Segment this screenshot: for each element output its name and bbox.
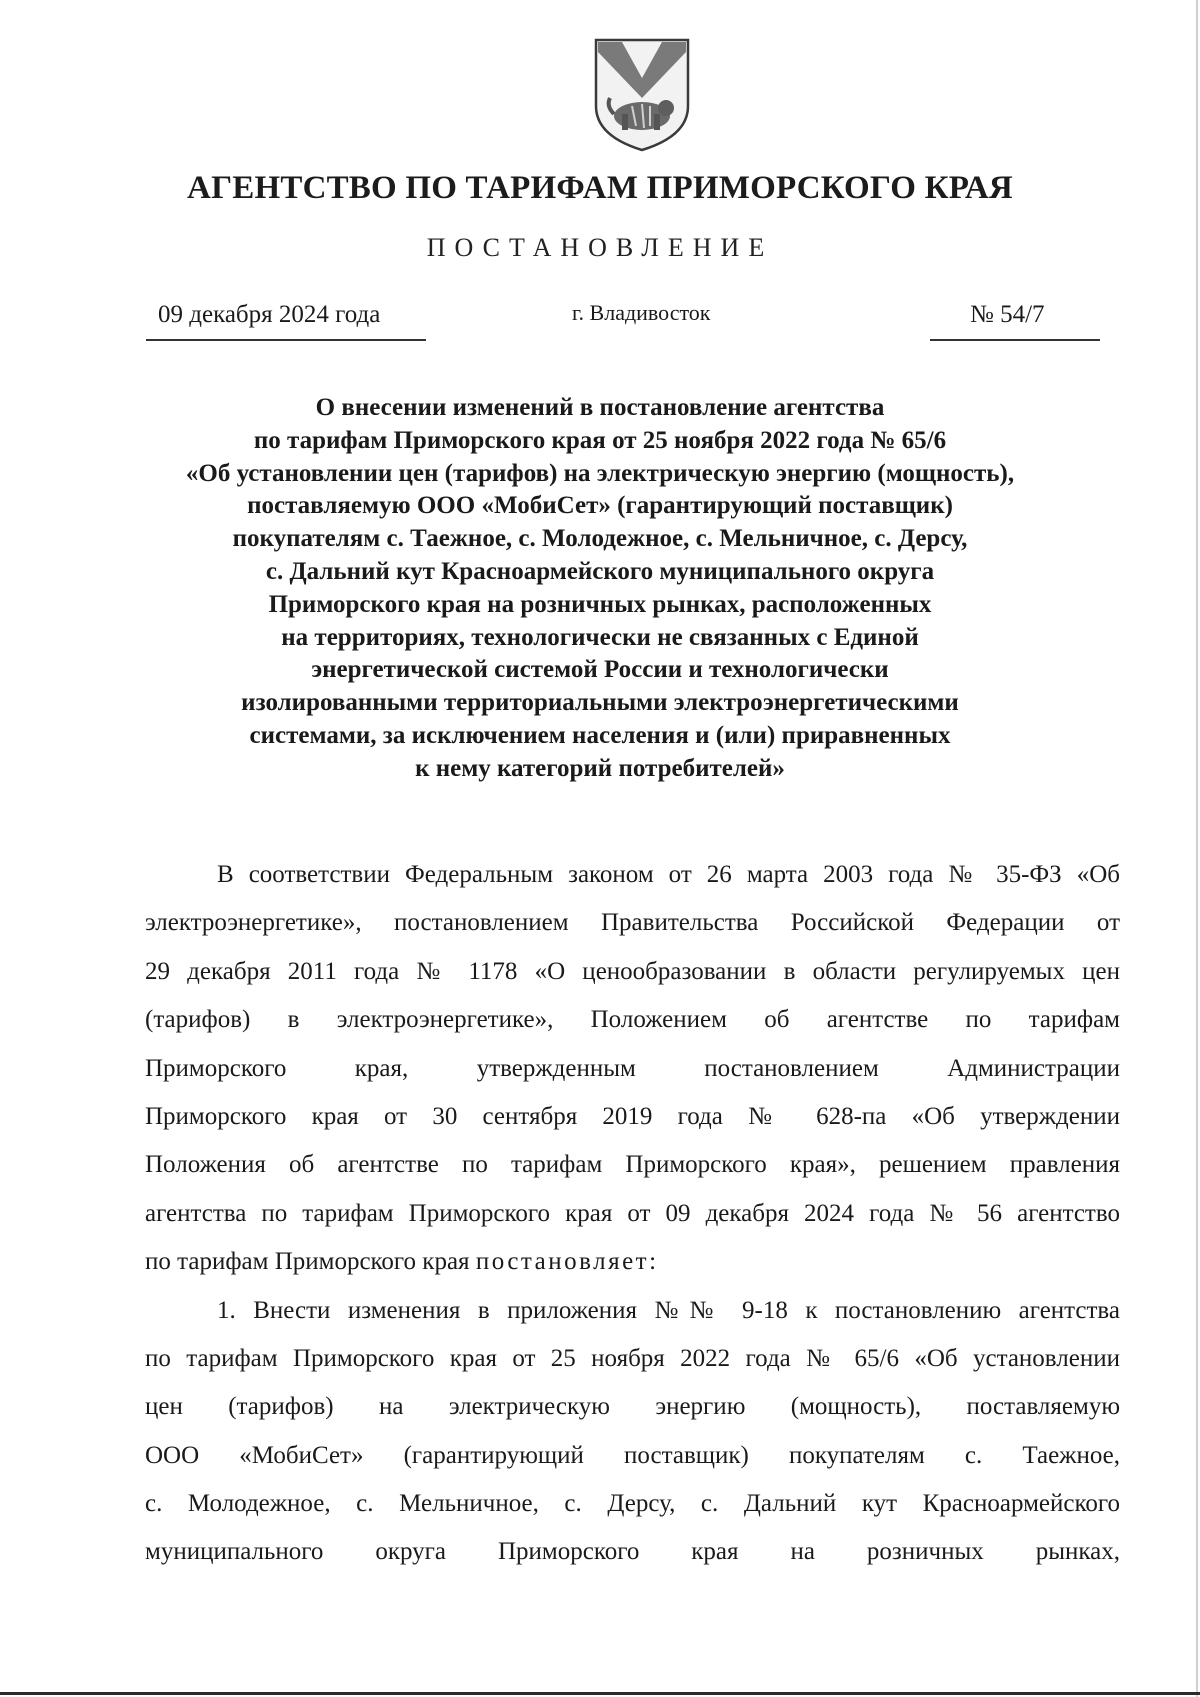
resolves-word: постановляет:	[475, 1248, 659, 1276]
title-line: покупателям с. Таежное, с. Молодежное, с. Мельничное, с. Дерсу,	[232, 525, 968, 553]
body-line: агентства по тарифам Приморского края от 09 декабря 2024 года № 56 агентство	[145, 1199, 1120, 1227]
document-type: ПОСТАНОВЛЕНИЕ	[426, 233, 774, 262]
document-title	[110, 392, 1090, 786]
body-line: по тарифам Приморского края от 25 ноября 2022 года № 65/6 «Об установлении	[145, 1344, 1120, 1372]
title-line: по тарифам Приморского края от 25 ноября 2022 года № 65/6	[253, 426, 947, 454]
body-line: электроэнергетике», постановлением Правительства Российской Федерации от	[145, 909, 1120, 937]
number-underline	[930, 339, 1100, 341]
body-line-last	[145, 1243, 1120, 1291]
title-line: Приморского края на розничных рынках, расположенных	[268, 590, 932, 618]
title-line: О внесении изменений в постановление агентства	[315, 394, 885, 421]
body-text: по тарифам Приморского края	[145, 1248, 476, 1276]
body-line: 29 декабря 2011 года № 1178 «О ценообразовании в области регулируемых цен	[145, 957, 1120, 985]
title-line: с. Дальний кут Красноармейского муниципального округа	[265, 557, 935, 585]
body-line: ООО «МобиСет» (гарантирующий поставщик) покупателям с. Таежное,	[145, 1441, 1120, 1469]
body-line: цен (тарифов) на электрическую энергию (мощность), поставляемую	[145, 1393, 1120, 1421]
scan-edge-right	[1196, 0, 1198, 1697]
title-line: системами, за исключением населения и (или) приравненных	[249, 721, 951, 749]
document-number: № 54/7	[970, 301, 1045, 328]
body-line: В соответствии Федеральным законом от 26 марта 2003 года № 35-ФЗ «Об	[217, 861, 1120, 888]
title-line: на территориях, технологически не связанных с Единой	[281, 623, 919, 651]
body-line: с. Молодежное, с. Мельничное, с. Дерсу, с. Дальний кут Красноармейского	[145, 1490, 1120, 1518]
body-line: Приморского края от 30 сентября 2019 года № 628-па «Об утверждении	[145, 1102, 1120, 1130]
document-date: 09 декабря 2024 года	[158, 301, 381, 328]
primorsky-krai-coat-of-arms-icon	[591, 36, 693, 154]
title-line: «Об установлении цен (тарифов) на электрическую энергию (мощность),	[185, 459, 1015, 487]
title-line: поставляемую ООО «МобиСет» (гарантирующий поставщик)	[247, 492, 953, 520]
document-city: г. Владивосток	[572, 300, 711, 325]
scan-edge-bottom	[0, 1692, 1200, 1695]
body-line: (тарифов) в электроэнергетике», Положением об агентстве по тарифам	[145, 1006, 1120, 1034]
body-line: 1. Внести изменения в приложения №№ 9-18 к постановлению агентства	[217, 1296, 1120, 1324]
date-underline	[146, 339, 426, 341]
body-line: муниципального округа Приморского края на розничных рынках,	[145, 1538, 1120, 1566]
agency-name: АГЕНТСТВО ПО ТАРИФАМ ПРИМОРСКОГО КРАЯ	[187, 170, 1013, 206]
document-body	[145, 856, 1120, 1582]
body-line: Приморского края, утвержденным постановлением Администрации	[145, 1054, 1120, 1082]
title-line: изолированными территориальными электроэнергетическими	[241, 689, 959, 717]
body-line: Положения об агентстве по тарифам Приморского края», решением правления	[145, 1151, 1120, 1179]
title-line: к нему категорий потребителей»	[415, 754, 785, 782]
title-line: энергетической системой России и технологически	[311, 656, 889, 684]
